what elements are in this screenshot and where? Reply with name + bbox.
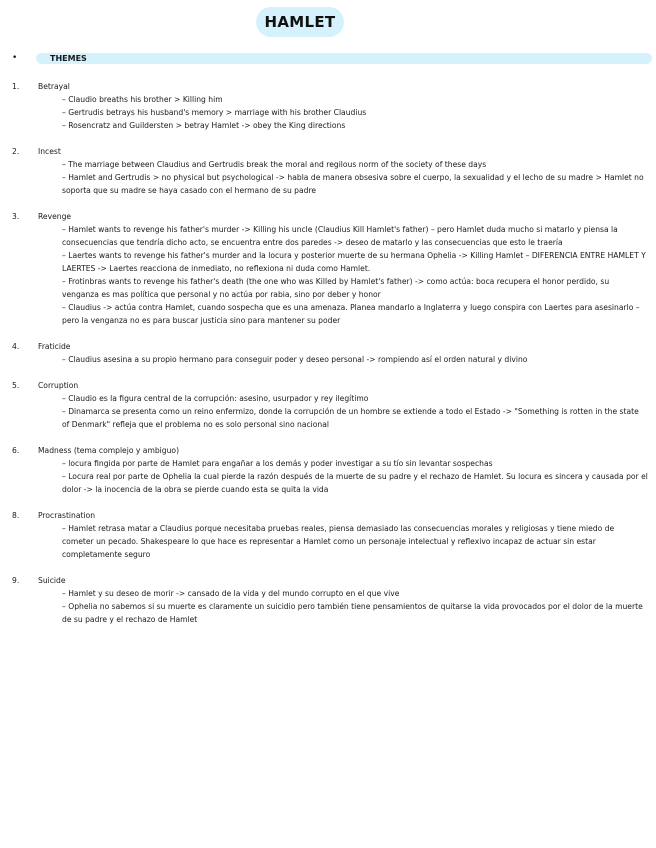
theme-heading [12, 509, 648, 522]
theme-point: – Claudio breaths his brother > Killing him [62, 95, 223, 104]
theme-section [12, 340, 648, 366]
theme-title: Madness (tema complejo y ambiguo) [38, 446, 180, 455]
theme-heading [12, 340, 648, 353]
theme-point: – Hamlet and Gertrudis > no physical but psychological -> habla de manera obsesiva sobre el cuerpo, la sexualidad y el lecho de su madre > Hamlet no soporta que su madre se haya casado con el hermano de su padre [62, 173, 644, 195]
theme-point: – Claudius -> actúa contra Hamlet, cuando sospecha que es una amenaza. Planea mandarlo a Inglaterra y luego conspira con Laertes para asesinarlo – pero la venganza no es para buscar justicia sino para mantener su poder [62, 303, 640, 325]
theme-number: 2. [12, 147, 20, 156]
theme-heading [12, 145, 648, 158]
theme-point: – Claudius asesina a su propio hermano para conseguir poder y deseo personal -> rompiendo así el orden natural y divino [62, 355, 528, 364]
theme-point: – locura fingida por parte de Hamlet para engañar a los demás y poder investigar a su tío sin levantar sospechas [62, 459, 493, 468]
themes-highlight-bar [36, 53, 652, 64]
theme-point: – Hamlet y su deseo de morir -> cansado de la vida y del mundo corrupto en el que vive [62, 589, 400, 598]
themes-list [12, 80, 648, 639]
theme-point: – Gertrudis betrays his husband's memory > marriage with his brother Claudius [62, 108, 367, 117]
theme-number: 8. [12, 511, 20, 520]
theme-heading [12, 574, 648, 587]
theme-number: 6. [12, 446, 20, 455]
bullet-icon: • [12, 53, 18, 63]
theme-point: – The marriage between Claudius and Gertrudis break the moral and regilous norm of the society of these days [62, 160, 487, 169]
theme-title: Suicide [38, 576, 66, 585]
theme-point: – Dinamarca se presenta como un reino enfermizo, donde la corrupción de un hombre se extiende a todo el Estado -> "Something is rotten in the state of Denmark" refleja que el problema no es solo personal sino nacional [62, 407, 639, 429]
themes-heading [12, 52, 652, 65]
page-title: HAMLET [256, 7, 344, 37]
theme-point: – Ophelia no sabemos si su muerte es claramente un suicidio pero también tiene pensamientos de quitarse la vida provocados por el dolor de la muerte de su padre y el rechazo de Hamlet [62, 602, 643, 624]
theme-point: – Hamlet wants to revenge his father's murder -> Killing his uncle (Claudius Kill Hamlet's father) – pero Hamlet duda mucho si matarlo y piensa la consecuencias que tendría dicho acto, se encuentra entre dos paredes -> deseo de matarlo y las consecuencias que esto le traería [62, 225, 618, 247]
theme-heading [12, 80, 648, 93]
theme-number: 9. [12, 576, 20, 585]
theme-section [12, 145, 648, 197]
theme-title: Corruption [38, 381, 79, 390]
theme-title: Incest [38, 147, 61, 156]
theme-section [12, 574, 648, 626]
theme-point: – Laertes wants to revenge his father's murder and la locura y posterior muerte de su hermana Ophelia -> Killing Hamlet – DIFERENCIA ENTRE HAMLET Y LAERTES -> Laertes reacciona de inmediato, no reflexiona ni duda como Hamlet. [62, 251, 646, 273]
theme-section [12, 444, 648, 496]
theme-point: – Locura real por parte de Ophelia la cual pierde la razón después de la muerte de su padre y el rechazo de Hamlet. Su locura es sincera y causada por el dolor -> la inocencia de la obra se pierde cuando esta se quita la vida [62, 472, 648, 494]
theme-number: 5. [12, 381, 20, 390]
theme-section [12, 210, 648, 327]
theme-point: – Hamlet retrasa matar a Claudius porque necesitaba pruebas reales, piensa demasiado las consecuencias morales y religiosas y tiene miedo de cometer un pecado. Shakespeare lo que hace es representar a Hamlet como un personaje intelectual y reflexivo incapaz de actuar sin estar completamente seguro [62, 524, 615, 559]
theme-point: – Rosencratz and Guildersten > betray Hamlet -> obey the King directions [62, 121, 346, 130]
theme-number: 4. [12, 342, 20, 351]
theme-number: 3. [12, 212, 20, 221]
theme-heading [12, 444, 648, 457]
theme-section [12, 509, 648, 561]
theme-title: Betrayal [38, 82, 70, 91]
theme-section [12, 379, 648, 431]
theme-point: – Claudio es la figura central de la corrupción: asesino, usurpador y rey ilegítimo [62, 394, 369, 403]
theme-title: Procrastination [38, 511, 96, 520]
theme-title: Revenge [38, 212, 72, 221]
theme-heading [12, 379, 648, 392]
themes-label: THEMES [50, 54, 87, 63]
theme-point: – Frotinbras wants to revenge his father's death (the one who was Killed by Hamlet's father) -> como actúa: boca recupera el honor perdido, su venganza es mas política que personal y no actúa por rabia, sino por deber y honor [62, 277, 610, 299]
theme-number: 1. [12, 82, 20, 91]
theme-title: Fraticide [38, 342, 71, 351]
theme-heading [12, 210, 648, 223]
theme-section [12, 80, 648, 132]
